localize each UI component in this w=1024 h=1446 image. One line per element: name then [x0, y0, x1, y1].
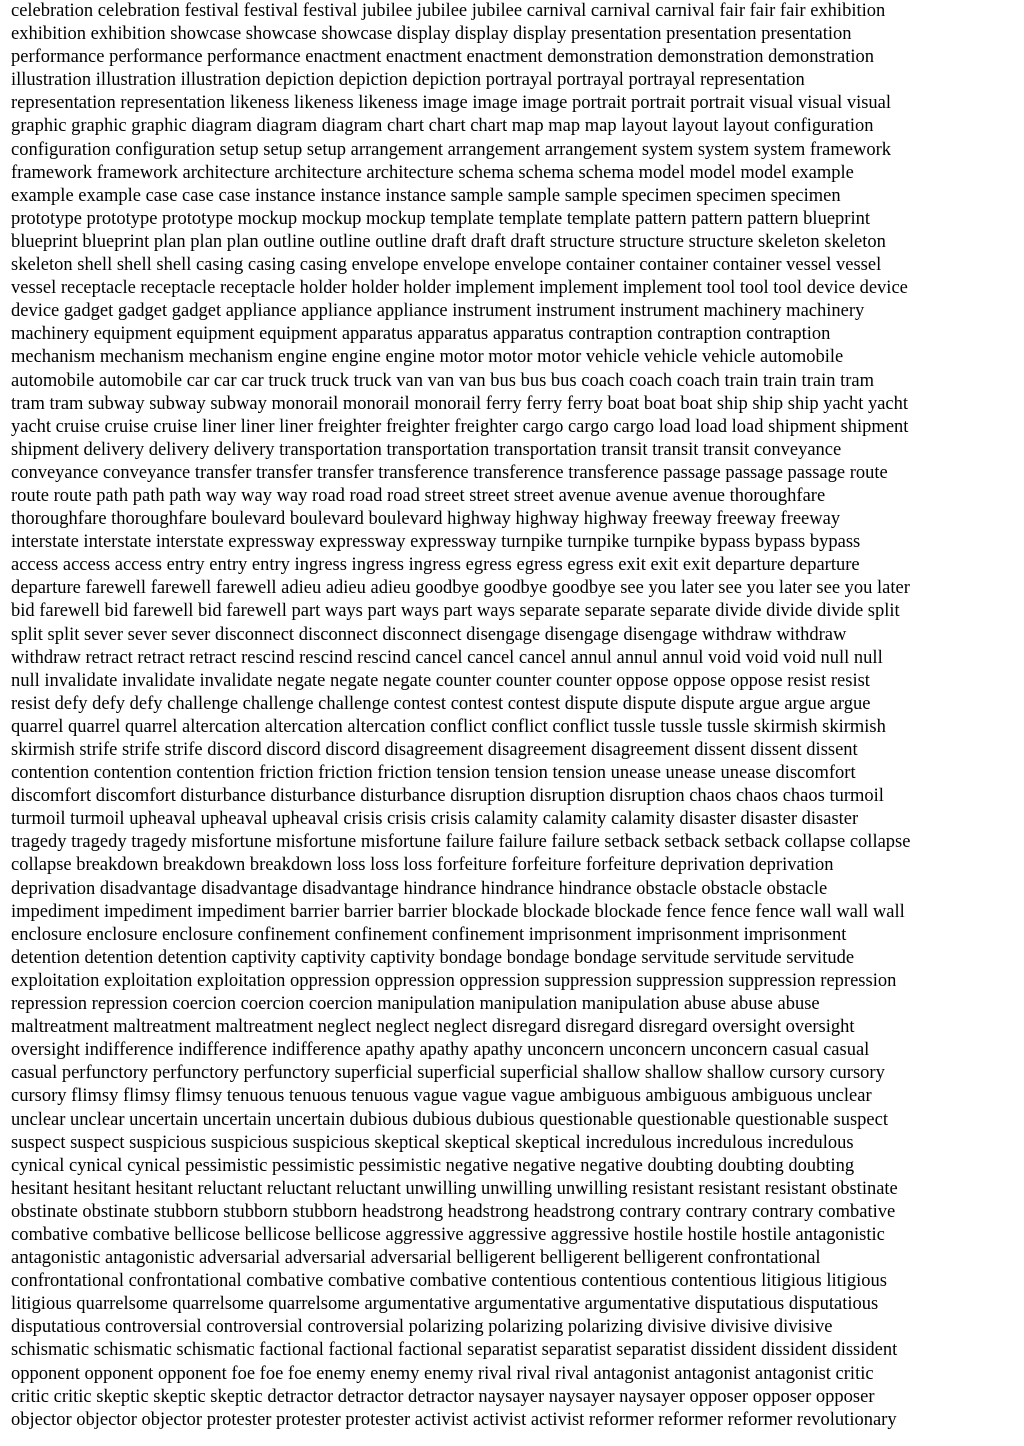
text-line: interstate interstate interstate expressway expressway expressway turnpike turnpike turnpike bypass bypass bypass — [11, 532, 861, 553]
text-line: contention contention contention friction friction friction tension tension tension unease unease unease discomfort — [11, 763, 856, 784]
text-line: discomfort discomfort disturbance disturbance disturbance disruption disruption disruption chaos chaos chaos turmoil — [11, 786, 884, 807]
text-line: conveyance conveyance transfer transfer transfer transference transference transference passage passage passage route — [11, 462, 888, 483]
text-line: framework framework architecture architecture architecture schema schema schema model model model example — [11, 162, 854, 183]
text-line: repression repression coercion coercion coercion manipulation manipulation manipulation abuse abuse abuse — [11, 994, 820, 1015]
text-line: objector objector objector protester protester protester activist activist activist reformer reformer reformer revolutionary — [11, 1409, 897, 1430]
text-line: device gadget gadget gadget appliance appliance appliance instrument instrument instrument machinery machinery — [11, 301, 865, 322]
text-line: automobile automobile car car car truck truck truck van van van bus bus bus coach coach coach train train train tram — [11, 370, 874, 391]
text-line: enclosure enclosure enclosure confinement confinement confinement imprisonment imprisonment imprisonment — [11, 924, 847, 945]
text-line: access access access entry entry entry ingress ingress ingress egress egress egress exit exit exit departure departure — [11, 555, 860, 576]
text-line: unclear unclear uncertain uncertain uncertain dubious dubious dubious questionable questionable questionable suspect — [11, 1109, 888, 1130]
text-line: oversight indifference indifference indifference apathy apathy apathy unconcern unconcern unconcern casual casual — [11, 1040, 870, 1061]
text-line: deprivation disadvantage disadvantage disadvantage hindrance hindrance hindrance obstacle obstacle obstacle — [11, 878, 828, 899]
text-line: litigious quarrelsome quarrelsome quarrelsome argumentative argumentative argumentative disputatious disputatious — [11, 1294, 879, 1315]
text-line: opponent opponent opponent foe foe foe enemy enemy enemy rival rival rival antagonist antagonist antagonist critic — [11, 1363, 874, 1384]
text-line: combative combative bellicose bellicose bellicose aggressive aggressive aggressive hostile hostile hostile antagonistic — [11, 1224, 885, 1245]
text-line: critic critic skeptic skeptic skeptic detractor detractor detractor naysayer naysayer naysayer opposer opposer opposer — [11, 1386, 875, 1407]
text-line: skirmish strife strife strife discord discord discord disagreement disagreement disagreement dissent dissent dissent — [11, 740, 858, 760]
body-paragraph — [11, 0, 1016, 1432]
text-line: route route path path path way way way road road road street street street avenue avenue avenue thoroughfare — [11, 485, 826, 506]
text-line: cursory flimsy flimsy flimsy tenuous tenuous tenuous vague vague vague ambiguous ambiguous ambiguous unclear — [11, 1086, 872, 1107]
text-line: celebration celebration festival festival festival jubilee jubilee jubilee carnival carnival carnival fair fair fair exhibition — [11, 1, 886, 21]
text-line: withdraw retract retract retract rescind rescind rescind cancel cancel cancel annul annul annul void void void null null — [11, 647, 883, 668]
text-line: departure farewell farewell farewell adieu adieu adieu goodbye goodbye goodbye see you later see you later see you later — [11, 578, 910, 599]
text-line: schismatic schismatic schismatic factional factional factional separatist separatist separatist dissident dissident dissident — [11, 1340, 898, 1361]
text-line: prototype prototype prototype mockup mockup mockup template template template pattern pattern pattern blueprint — [11, 208, 870, 229]
text-line: mechanism mechanism mechanism engine engine engine motor motor motor vehicle vehicle vehicle automobile — [11, 347, 844, 368]
text-line: impediment impediment impediment barrier barrier barrier blockade blockade blockade fence fence fence wall wall wall — [11, 901, 905, 922]
text-line: yacht cruise cruise cruise liner liner liner freighter freighter freighter cargo cargo cargo load load load shipment shipment — [11, 416, 909, 437]
text-line: exhibition exhibition showcase showcase showcase display display display presentation presentation presentation — [11, 24, 852, 45]
text-line: skeleton shell shell shell casing casing casing envelope envelope envelope container container container vessel vessel — [11, 255, 882, 276]
text-line: tragedy tragedy tragedy misfortune misfortune misfortune failure failure failure setback setback setback collapse collapse — [11, 832, 911, 853]
text-line: example example case case case instance instance instance sample sample sample specimen specimen specimen — [11, 185, 841, 206]
text-line: quarrel quarrel quarrel altercation altercation altercation conflict conflict conflict tussle tussle tussle skirmish skirmish — [11, 716, 886, 737]
text-line: maltreatment maltreatment maltreatment neglect neglect neglect disregard disregard disregard oversight oversight — [11, 1017, 855, 1038]
text-line: resist defy defy defy challenge challenge challenge contest contest contest dispute dispute dispute argue argue argue — [11, 693, 871, 714]
text-line: shipment delivery delivery delivery transportation transportation transportation transit transit transit conveyance — [11, 439, 842, 460]
text-line: confrontational confrontational combative combative combative contentious contentious contentious litigious litigious — [11, 1271, 887, 1292]
text-line: illustration illustration illustration depiction depiction depiction portrayal portrayal portrayal representation — [11, 70, 805, 91]
text-line: blueprint blueprint plan plan plan outline outline outline draft draft draft structure structure structure skeleton skeleton — [11, 231, 886, 252]
text-line: collapse breakdown breakdown breakdown loss loss loss forfeiture forfeiture forfeiture deprivation deprivation — [11, 855, 834, 876]
text-line: obstinate obstinate stubborn stubborn stubborn headstrong headstrong headstrong contrary contrary contrary combative — [11, 1201, 896, 1222]
text-line: thoroughfare thoroughfare boulevard boulevard boulevard highway highway highway freeway freeway freeway — [11, 509, 841, 530]
text-line: bid farewell bid farewell bid farewell part ways part ways part ways separate separate separate divide divide divide split — [11, 601, 900, 622]
text-line: cynical cynical cynical pessimistic pessimistic pessimistic negative negative negative doubting doubting doubting — [11, 1155, 855, 1176]
text-line: detention detention detention captivity captivity captivity bondage bondage bondage servitude servitude servitude — [11, 947, 855, 968]
text-line: performance performance performance enactment enactment enactment demonstration demonstration demonstration — [11, 47, 874, 68]
text-line: vessel receptacle receptacle receptacle holder holder holder implement implement implement tool tool tool device device — [11, 278, 908, 299]
text-line: exploitation exploitation exploitation oppression oppression oppression suppression suppression suppression repression — [11, 970, 897, 991]
text-line: disputatious controversial controversial controversial polarizing polarizing polarizing divisive divisive divisive — [11, 1317, 833, 1338]
text-line: turmoil turmoil upheaval upheaval upheaval crisis crisis crisis calamity calamity calamity disaster disaster disaster — [11, 809, 859, 830]
text-line: tram tram subway subway subway monorail monorail monorail ferry ferry ferry boat boat boat ship ship ship yacht yacht — [11, 393, 909, 414]
text-line: machinery equipment equipment equipment apparatus apparatus apparatus contraption contraption contraption — [11, 324, 831, 345]
text-line: casual perfunctory perfunctory perfunctory superficial superficial superficial shallow shallow shallow cursory cursory — [11, 1063, 885, 1084]
text-line: configuration configuration setup setup setup arrangement arrangement arrangement system system system framework — [11, 139, 892, 160]
text-line: representation representation likeness likeness likeness image image image portrait portrait portrait visual visual visual — [11, 93, 892, 114]
text-line: null invalidate invalidate invalidate negate negate negate counter counter counter oppose oppose oppose resist resist — [11, 670, 870, 691]
text-line: hesitant hesitant hesitant reluctant reluctant reluctant unwilling unwilling unwilling resistant resistant resistant obstinate — [11, 1178, 898, 1199]
text-line: graphic graphic graphic diagram diagram diagram chart chart chart map map map layout layout layout configuration — [11, 116, 874, 137]
text-line: antagonistic antagonistic adversarial adversarial adversarial belligerent belligerent belligerent confrontational — [11, 1248, 821, 1269]
text-line: split split sever sever sever disconnect disconnect disconnect disengage disengage disengage withdraw withdraw — [11, 624, 847, 645]
text-line: suspect suspect suspicious suspicious suspicious skeptical skeptical skeptical incredulous incredulous incredulous — [11, 1132, 854, 1153]
